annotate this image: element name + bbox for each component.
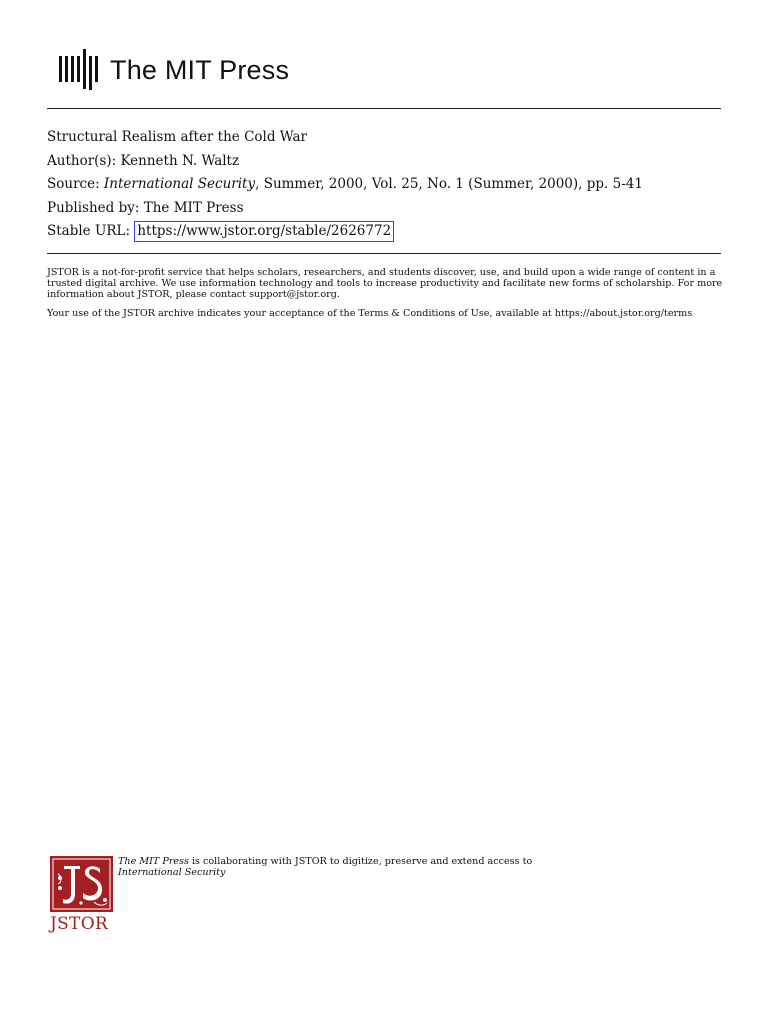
footer-publisher: The MIT Press [118, 856, 189, 867]
authors-value: Kenneth N. Waltz [120, 152, 240, 169]
source-label: Source: [47, 176, 100, 192]
barcode-icon [58, 46, 102, 94]
authors-label: Author(s): [47, 152, 117, 169]
published-value: The MIT Press [143, 199, 244, 216]
notice-paragraph-service: JSTOR is a not-for-profit service that helps scholars, researchers, and students discover, use, and build upon a wide range of content in a trusted digital archive. We use information technology and tools to increase productivity and facilitate new forms of scholarship. For more information about JSTOR, please contact support@jstor.org. [47, 267, 723, 300]
article-title: Structural Realism after the Cold War [47, 129, 307, 145]
metadata-divider [47, 253, 721, 254]
published-label: Published by: [47, 199, 140, 216]
jstor-logo [50, 856, 113, 933]
jstor-notice [47, 268, 727, 329]
article-metadata [47, 126, 737, 244]
source-details: , Summer, 2000, Vol. 25, No. 1 (Summer, 2000), pp. 5-41 [255, 176, 643, 192]
source-journal: International Security [103, 176, 256, 192]
notice-paragraph-terms: Your use of the JSTOR archive indicates your acceptance of the Terms & Conditions of Use, available at https://about.jstor.org/terms [47, 308, 693, 320]
stable-url-link[interactable]: https://www.jstor.org/stable/2626772 [134, 221, 394, 242]
jstor-seal-icon [50, 856, 113, 912]
source-line [47, 173, 737, 197]
authors-line [47, 150, 737, 174]
footer-collab-statement: is collaborating with JSTOR to digitize, preserve and extend access to [188, 856, 533, 867]
jstor-logo-text: JSTOR [50, 914, 109, 934]
stable-url-line [47, 220, 737, 244]
publisher-logo-text: The MIT Press [110, 55, 290, 85]
publisher-logo [58, 46, 289, 94]
stable-url-label: Stable URL: [47, 223, 131, 239]
header-divider [47, 108, 721, 109]
footer-journal: International Security [118, 867, 226, 878]
footer-collaboration-text [118, 856, 718, 878]
published-line [47, 197, 737, 221]
